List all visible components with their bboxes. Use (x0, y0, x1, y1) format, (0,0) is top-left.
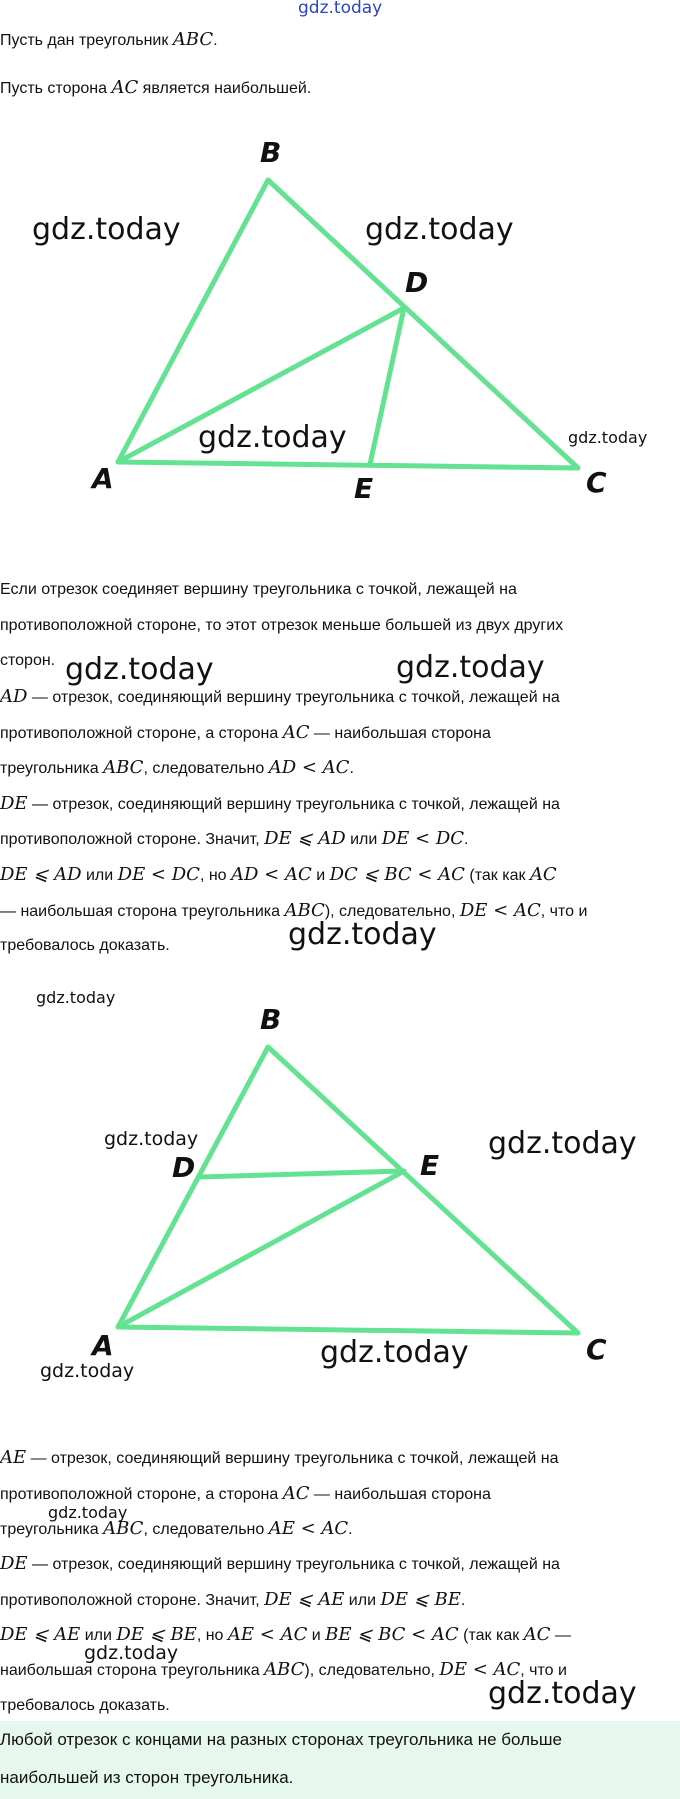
math: ABC (264, 1659, 305, 1680)
s1-p2-line-2 (0, 821, 680, 857)
vertex-c-label: C (586, 466, 607, 499)
math: AE < AC (268, 1518, 349, 1539)
watermark: gdz.today (396, 650, 545, 685)
vertex-a-label: A (92, 1329, 114, 1362)
math: DE (0, 1553, 28, 1574)
text: . (460, 1592, 466, 1609)
math: DE ⩽ AE (0, 1624, 81, 1645)
text: , но (199, 867, 232, 884)
text: — отрезок, соединяющий вершину треугольника с точкой, лежащей на (27, 1556, 560, 1573)
math: AC (282, 1483, 310, 1504)
triangle-figure-2 (0, 985, 680, 1385)
s1-p3-line-3: требовалось доказать. (0, 937, 170, 954)
text: или (81, 867, 118, 884)
vertex-b-label: B (260, 136, 282, 169)
text: и (307, 1627, 326, 1644)
text: и (311, 867, 330, 884)
text: или (345, 831, 382, 848)
text: — наибольшая сторона треугольника (0, 903, 285, 920)
conclusion-line-1: Любой отрезок с концами на разных сторонах треугольника не больше (0, 1730, 562, 1749)
text: ), следовательно, (304, 1662, 440, 1679)
math: BE ⩽ BC < AC (325, 1624, 459, 1645)
text: (так как (458, 1627, 524, 1644)
math: AE (0, 1447, 27, 1468)
watermark: gdz.today (365, 212, 514, 247)
s2-p2-line-2 (0, 1582, 680, 1618)
watermark: gdz.today (488, 1676, 637, 1711)
text: — наибольшая сторона (309, 725, 491, 742)
math: DE < DC (381, 828, 465, 849)
text: — (550, 1627, 571, 1644)
watermark: gdz.today (48, 1503, 128, 1522)
conclusion-line-2: наибольшей из сторон треугольника. (0, 1768, 294, 1787)
text: или (80, 1627, 117, 1644)
vertex-e-label: E (420, 1149, 440, 1182)
header-link[interactable]: gdz.today (298, 0, 383, 18)
text: , следовательно (143, 760, 269, 777)
text: ), следовательно, (324, 903, 460, 920)
intro-line-1 (0, 22, 680, 58)
rule-line-3: сторон. (0, 652, 56, 669)
text: противоположной стороне, а сторона (0, 1486, 283, 1503)
watermark: gdz.today (36, 988, 116, 1007)
intro-line-2 (0, 70, 680, 106)
text: , что и (520, 1662, 567, 1679)
vertex-d-label: D (172, 1151, 196, 1184)
watermark: gdz.today (488, 1126, 637, 1161)
math: AD (0, 686, 28, 707)
text: , но (196, 1627, 228, 1644)
text: . (348, 1521, 353, 1538)
math-ac: AC (111, 77, 139, 98)
math: DE ⩽ BE (116, 1624, 197, 1645)
text: треугольника (0, 1521, 104, 1538)
s2-p2-line-1 (0, 1546, 680, 1582)
intro-text: Пусть дан треугольник (0, 32, 173, 49)
text: — наибольшая сторона (309, 1486, 491, 1503)
math: AC (282, 722, 310, 743)
watermark: gdz.today (65, 652, 214, 687)
watermark: gdz.today (568, 428, 648, 447)
math: DE (0, 793, 28, 814)
math: DE < AC (439, 1659, 521, 1680)
rule-line-2: противоположной стороне, то этот отрезок меньше большей из двух других (0, 617, 564, 634)
s1-p3-line-1 (0, 857, 680, 893)
math: DE ⩽ AD (0, 864, 82, 885)
math: AD < AC (231, 864, 312, 885)
s1-p2-line-1 (0, 786, 680, 822)
math: AC (529, 864, 557, 885)
vertex-e-label: E (354, 472, 374, 505)
vertex-b-label: B (260, 1003, 282, 1036)
watermark: gdz.today (40, 1360, 135, 1382)
vertex-a-label: A (92, 462, 114, 495)
math: AC (523, 1624, 551, 1645)
math: ABC (103, 757, 144, 778)
math-abc: ABC (172, 29, 214, 50)
text: , что и (540, 903, 588, 920)
watermark: gdz.today (32, 212, 181, 247)
segment-de (370, 308, 404, 464)
math: DE < AC (459, 900, 541, 921)
math: DE ⩽ BE (380, 1589, 461, 1610)
math: DC ⩽ BC < AC (329, 864, 465, 885)
text: противоположной стороне, а сторона (0, 725, 283, 742)
math: DE ⩽ AD (264, 828, 346, 849)
text: . (349, 760, 354, 777)
s2-p1-line-1 (0, 1440, 680, 1476)
text: (так как (464, 867, 530, 884)
vertex-d-label: D (405, 266, 429, 299)
text: — отрезок, соединяющий вершину треугольника с точкой, лежащей на (27, 796, 560, 813)
text: — отрезок, соединяющий вершину треугольника с точкой, лежащей на (26, 1450, 559, 1467)
text: противоположной стороне. Значит, (0, 831, 265, 848)
triangle-figure-1 (0, 120, 680, 520)
watermark: gdz.today (288, 917, 437, 952)
vertex-c-label: C (586, 1333, 607, 1366)
math: AE < AC (227, 1624, 308, 1645)
segment-de (200, 1171, 404, 1177)
intro-text: Пусть сторона (0, 80, 112, 97)
text: — отрезок, соединяющий вершину треугольника с точкой, лежащей на (27, 689, 560, 706)
rule-line-1: Если отрезок соединяет вершину треугольника с точкой, лежащей на (0, 581, 517, 598)
intro-text: . (213, 32, 218, 49)
text: наибольшая сторона треугольника (0, 1662, 265, 1679)
math: DE ⩽ AE (264, 1589, 345, 1610)
text: , следовательно (143, 1521, 269, 1538)
math: ABC (103, 1518, 144, 1539)
watermark: gdz.today (198, 420, 347, 455)
text: противоположной стороне. Значит, (0, 1592, 265, 1609)
text: треугольника (0, 760, 104, 777)
math: ABC (284, 900, 325, 921)
s1-p1-line-2 (0, 715, 680, 751)
text: или (344, 1592, 381, 1609)
watermark: gdz.today (104, 1128, 199, 1150)
s2-p3-line-3: требовалось доказать. (0, 1697, 170, 1714)
text: . (464, 831, 469, 848)
math: DE < DC (117, 864, 200, 885)
watermark: gdz.today (84, 1642, 179, 1664)
math: AD < AC (268, 757, 350, 778)
conclusion-text (0, 1721, 680, 1797)
watermark: gdz.today (320, 1335, 469, 1370)
intro-text: является наибольшей. (138, 80, 312, 97)
s1-p1-line-3 (0, 750, 680, 786)
